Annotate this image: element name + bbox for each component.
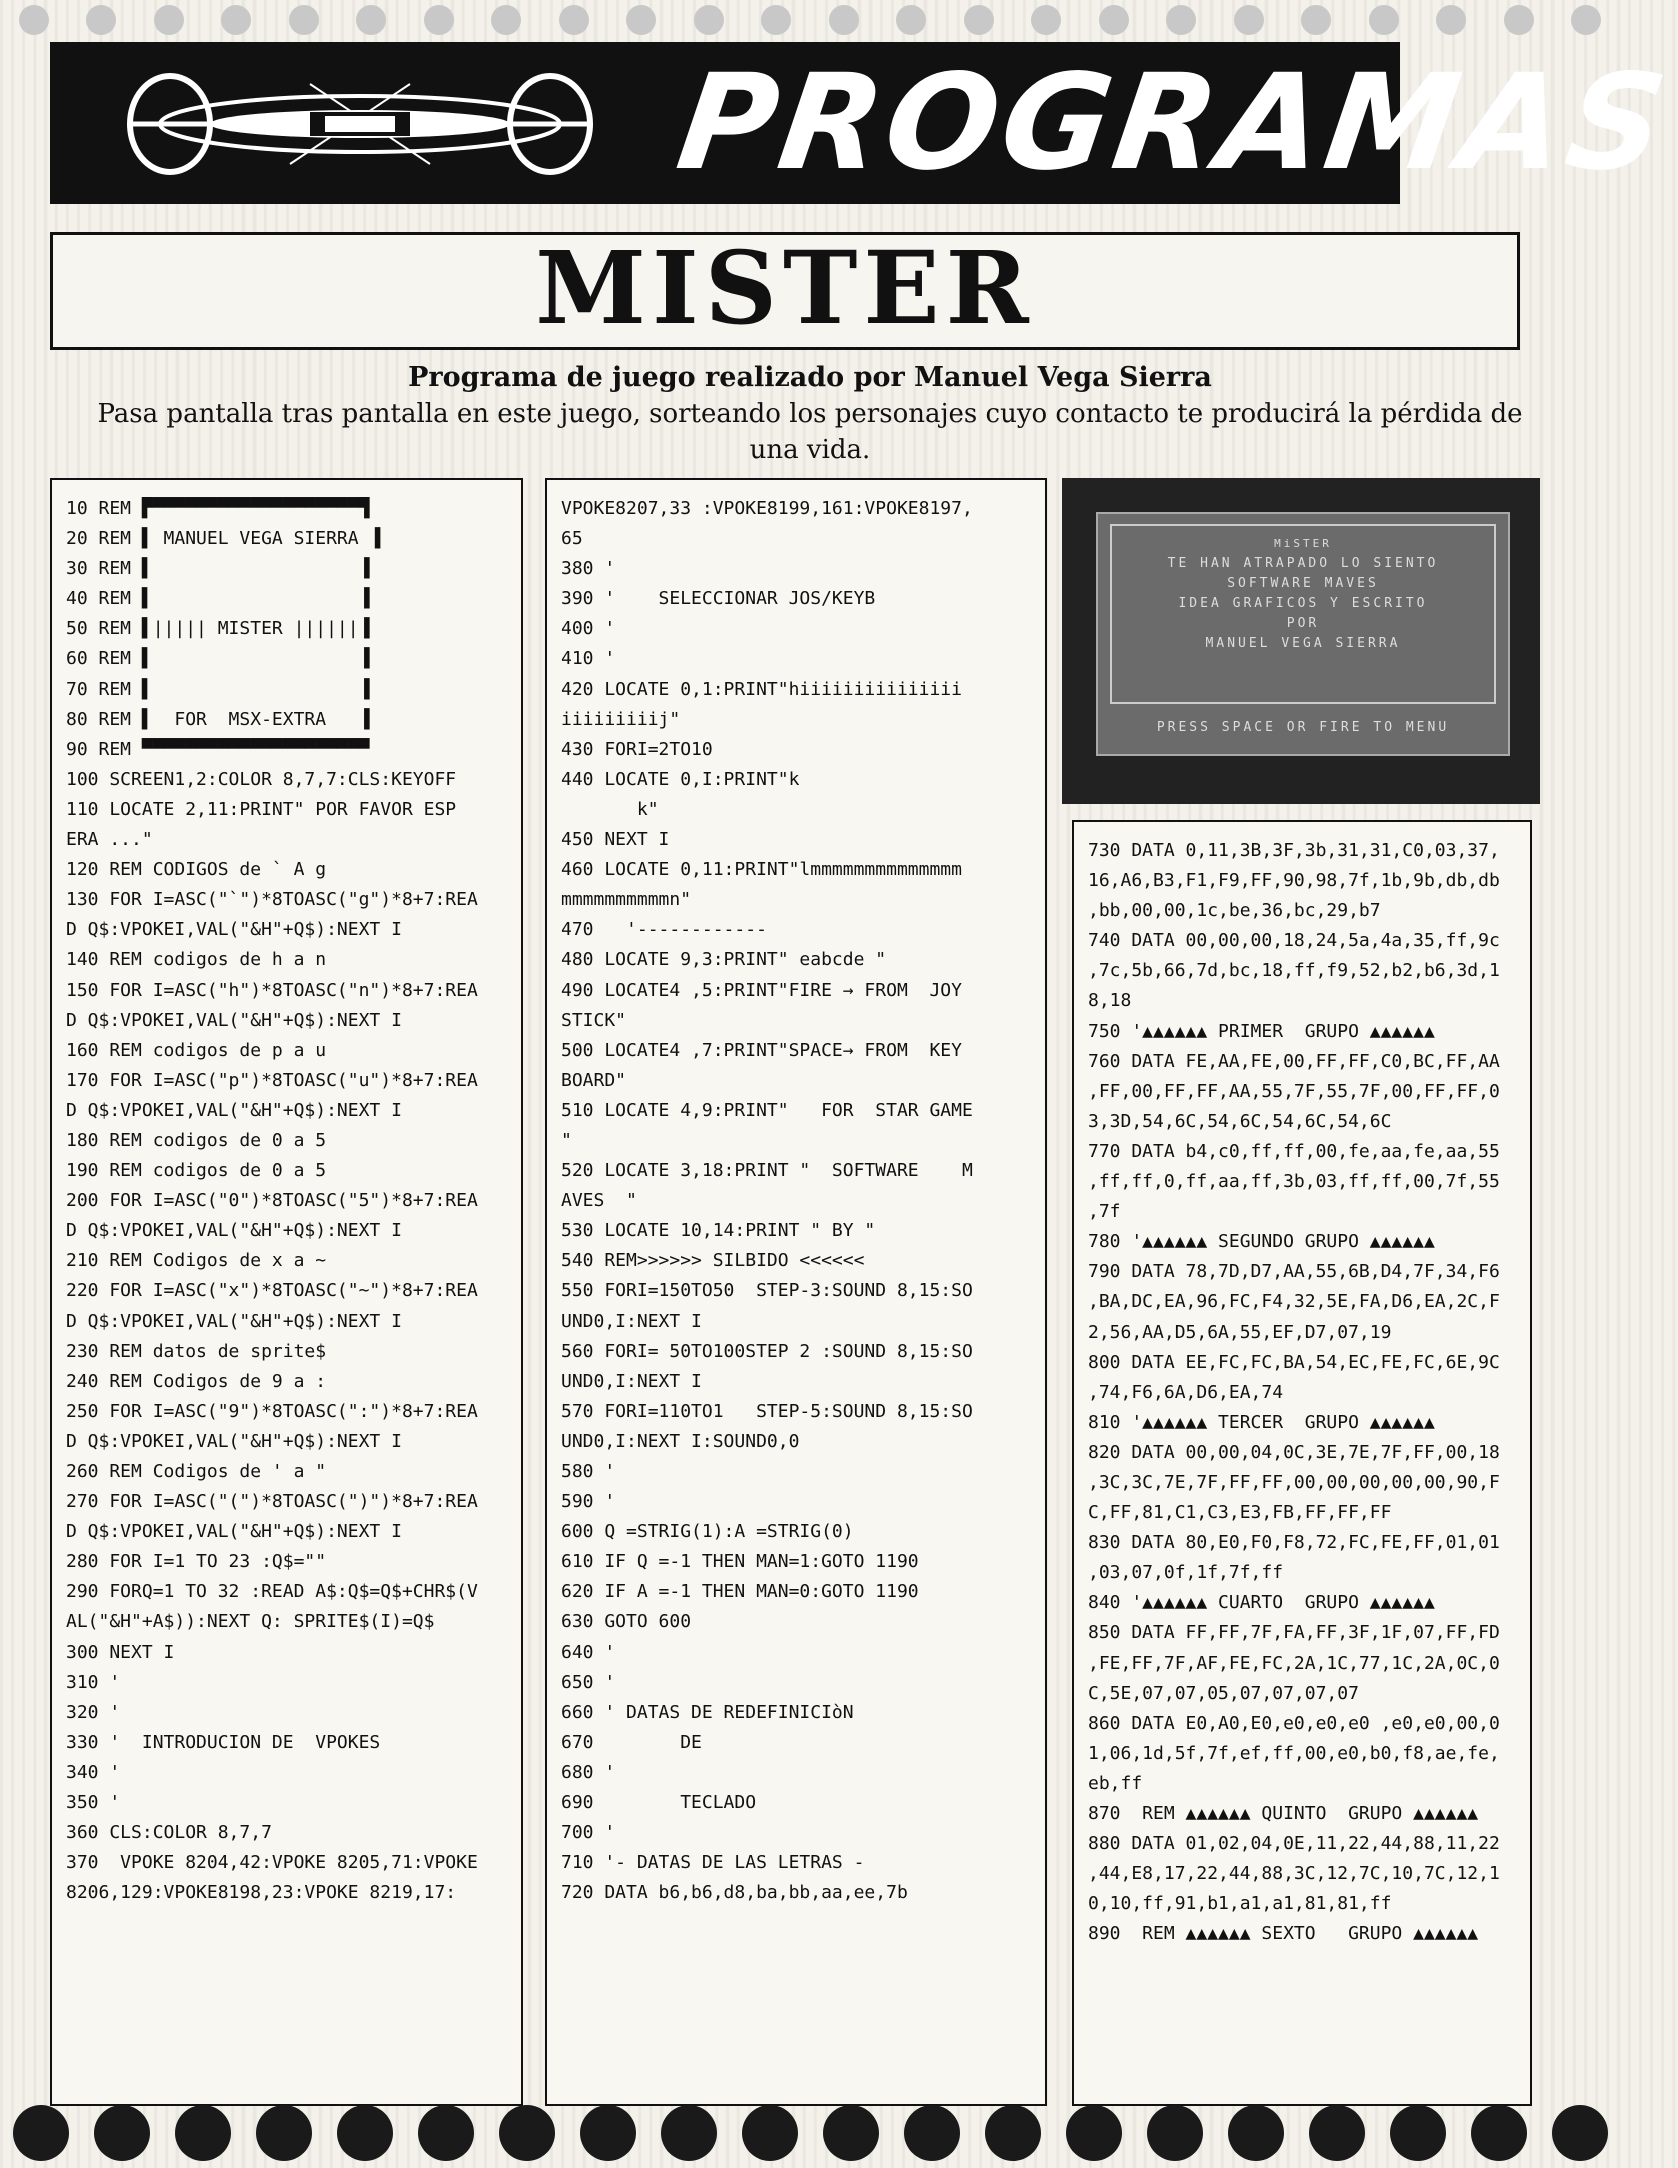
code-line: 550 FORI=150TO50 STEP-3:SOUND 8,15:SO	[561, 1280, 973, 1302]
code-line: k"	[561, 798, 659, 820]
code-line: 350 '	[66, 1792, 121, 1814]
code-line: UND0,I:NEXT I:SOUND0,0	[561, 1430, 800, 1452]
code-line: 60 REM ▌ ▐	[66, 648, 370, 670]
screen-frame	[1110, 524, 1496, 704]
spaceship-illustration	[110, 54, 610, 194]
code-line: 390 ' SELECCIONAR JOS/KEYB	[561, 588, 876, 610]
code-line: 870 REM ▲▲▲▲▲▲ QUINTO GRUPO ▲▲▲▲▲▲	[1088, 1803, 1479, 1824]
code-line: 810 '▲▲▲▲▲▲ TERCER GRUPO ▲▲▲▲▲▲	[1088, 1411, 1435, 1433]
code-line: 65	[561, 528, 583, 550]
top-dot-row	[0, 0, 1620, 40]
code-line: 450 NEXT I	[561, 829, 670, 851]
code-line: 590 '	[561, 1491, 616, 1513]
code-line: AL("&H"+A$)):NEXT Q: SPRITE$(I)=Q$	[66, 1611, 435, 1633]
code-line: 600 Q =STRIG(1):A =STRIG(0)	[561, 1521, 854, 1543]
code-line: 3,3D,54,6C,54,6C,54,6C,54,6C	[1088, 1110, 1392, 1132]
code-line: UND0,I:NEXT I	[561, 1370, 702, 1392]
code-line: 540 REM>>>>>> SILBIDO <<<<<<	[561, 1250, 865, 1272]
code-line: 490 LOCATE4 ,5:PRINT"FIRE → FROM JOY	[561, 979, 962, 1001]
code-line: 610 IF Q =-1 THEN MAN=1:GOTO 1190	[561, 1551, 919, 1573]
code-line: 10 REM ▛▀▀▀▀▀▀▀▀▀▀▀▀▀▀▀▀▀▀▀▜	[66, 498, 370, 519]
code-line: 800 DATA EE,FC,FC,BA,54,EC,FE,FC,6E,9C	[1088, 1351, 1500, 1373]
code-line: 170 FOR I=ASC("p")*8TOASC("u")*8+7:REA	[66, 1069, 478, 1091]
code-line: 640 '	[561, 1641, 616, 1663]
code-line: 530 LOCATE 10,14:PRINT " BY "	[561, 1220, 876, 1242]
code-line: 650 '	[561, 1671, 616, 1693]
code-line: 190 REM codigos de 0 a 5	[66, 1160, 327, 1182]
code-line: 470 '------------	[561, 919, 767, 941]
code-line: VPOKE8207,33 :VPOKE8199,161:VPOKE8197,	[561, 498, 973, 519]
code-line: 140 REM codigos de h a n	[66, 949, 327, 971]
code-line: 230 REM datos de sprite$	[66, 1340, 327, 1362]
code-line: 740 DATA 00,00,00,18,24,5a,4a,35,ff,9c	[1088, 930, 1500, 952]
code-line: BOARD"	[561, 1069, 627, 1091]
code-line: 620 IF A =-1 THEN MAN=0:GOTO 1190	[561, 1581, 919, 1603]
code-line: 220 FOR I=ASC("x")*8TOASC("~")*8+7:REA	[66, 1280, 478, 1302]
code-line: 290 FORQ=1 TO 32 :READ A$:Q$=Q$+CHR$(V	[66, 1581, 478, 1603]
code-line: 880 DATA 01,02,04,0E,11,22,44,88,11,22	[1088, 1833, 1500, 1855]
code-line: 680 '	[561, 1761, 616, 1783]
code-line: 90 REM ▀▀▀▀▀▀▀▀▀▀▀▀▀▀▀▀▀▀▀▀▀	[66, 738, 370, 760]
code-line: eb,ff	[1088, 1772, 1143, 1794]
code-line: 160 REM codigos de p a u	[66, 1039, 327, 1061]
code-line: 570 FORI=110TO1 STEP-5:SOUND 8,15:SO	[561, 1400, 973, 1422]
code-line: 830 DATA 80,E0,F0,F8,72,FC,FE,FF,01,01	[1088, 1532, 1500, 1554]
code-line: ,74,F6,6A,D6,EA,74	[1088, 1381, 1284, 1403]
game-screenshot	[1062, 478, 1540, 804]
code-line: 340 '	[66, 1761, 121, 1783]
code-line: 690 TECLADO	[561, 1792, 757, 1814]
code-line: C,5E,07,07,05,07,07,07,07	[1088, 1682, 1359, 1704]
code-line: 130 FOR I=ASC("`")*8TOASC("g")*8+7:REA	[66, 889, 478, 911]
code-line: 150 FOR I=ASC("h")*8TOASC("n")*8+7:REA	[66, 979, 478, 1001]
code-line: 16,A6,B3,F1,F9,FF,90,98,7f,1b,9b,db,db	[1088, 870, 1500, 892]
screen-logo: MiSTER	[1274, 537, 1332, 550]
code-line: ,03,07,0f,1f,7f,ff	[1088, 1562, 1284, 1584]
code-line: ,BA,DC,EA,96,FC,F4,32,5E,FA,D6,EA,2C,F	[1088, 1291, 1500, 1313]
code-line: 560 FORI= 50TO100STEP 2 :SOUND 8,15:SO	[561, 1340, 973, 1362]
screen-line: IDEA GRAFICOS Y ESCRITO	[1178, 596, 1428, 611]
code-line: 890 REM ▲▲▲▲▲▲ SEXTO GRUPO ▲▲▲▲▲▲	[1088, 1923, 1479, 1945]
code-line: 100 SCREEN1,2:COLOR 8,7,7:CLS:KEYOFF	[66, 768, 457, 790]
code-line: D Q$:VPOKEI,VAL("&H"+Q$):NEXT I	[66, 1099, 402, 1121]
screen-line: POR	[1286, 616, 1320, 631]
code-line: 820 DATA 00,00,04,0C,3E,7E,7F,FF,00,18	[1088, 1441, 1500, 1463]
code-line: 2,56,AA,D5,6A,55,EF,D7,07,19	[1088, 1321, 1392, 1343]
listing-column-1	[50, 478, 523, 2106]
code-line: 670 DE	[561, 1731, 702, 1753]
code-line: ,7c,5b,66,7d,bc,18,ff,f9,52,b2,b6,3d,1	[1088, 960, 1500, 982]
code-line: 780 '▲▲▲▲▲▲ SEGUNDO GRUPO ▲▲▲▲▲▲	[1088, 1231, 1435, 1253]
code-line: iiiiiiiiij"	[561, 708, 681, 730]
code-line: ,ff,ff,0,ff,aa,ff,3b,03,ff,ff,00,7f,55	[1088, 1171, 1500, 1193]
code-line: 300 NEXT I	[66, 1641, 175, 1663]
code-line: 360 CLS:COLOR 8,7,7	[66, 1822, 272, 1844]
game-screen	[1096, 512, 1510, 756]
code-line: 30 REM ▌ ▐	[66, 558, 370, 580]
code-line: 460 LOCATE 0,11:PRINT"lmmmmmmmmmmmmmm	[561, 859, 962, 881]
code-line: 770 DATA b4,c0,ff,ff,00,fe,aa,fe,aa,55	[1088, 1140, 1500, 1162]
code-line: 410 '	[561, 648, 616, 670]
code-line: 730 DATA 0,11,3B,3F,3b,31,31,C0,03,37,	[1088, 840, 1500, 861]
code-line: ,7f	[1088, 1201, 1121, 1223]
listing-column-3	[1072, 820, 1532, 2106]
code-line: mmmmmmmmmmn"	[561, 889, 692, 911]
code-line: 710 '- DATAS DE LAS LETRAS -	[561, 1852, 865, 1874]
lead-paragraph: Pasa pantalla tras pantalla en este juego, sorteando los personajes cuyo contacto te producirá la pérdida de una vida.	[97, 399, 1523, 465]
code-line: 70 REM ▌ ▐	[66, 678, 370, 700]
code-line: 330 ' INTRODUCION DE VPOKES	[66, 1731, 381, 1753]
code-line: C,FF,81,C1,C3,E3,FB,FF,FF,FF	[1088, 1502, 1392, 1524]
code-line: 480 LOCATE 9,3:PRINT" eabcde "	[561, 949, 887, 971]
code-line: 8,18	[1088, 990, 1132, 1012]
code-line: 180 REM codigos de 0 a 5	[66, 1129, 327, 1151]
code-line: 790 DATA 78,7D,D7,AA,55,6B,D4,7F,34,F6	[1088, 1261, 1500, 1283]
code-line: 50 REM ▌||||| MISTER ||||||▐	[66, 618, 370, 640]
code-line: 580 '	[561, 1461, 616, 1482]
screen-line: SOFTWARE MAVES	[1227, 576, 1379, 591]
code-line: 760 DATA FE,AA,FE,00,FF,FF,C0,BC,FF,AA	[1088, 1050, 1500, 1072]
code-line: AVES "	[561, 1190, 637, 1212]
code-line: "	[561, 1129, 572, 1151]
code-line: UND0,I:NEXT I	[561, 1310, 702, 1332]
code-line: D Q$:VPOKEI,VAL("&H"+Q$):NEXT I	[66, 1430, 402, 1452]
code-line: D Q$:VPOKEI,VAL("&H"+Q$):NEXT I	[66, 919, 402, 941]
code-line: 520 LOCATE 3,18:PRINT " SOFTWARE M	[561, 1160, 973, 1182]
code-line: D Q$:VPOKEI,VAL("&H"+Q$):NEXT I	[66, 1009, 402, 1031]
code-line: 320 '	[66, 1701, 121, 1723]
code-line: 380 '	[561, 558, 616, 580]
screen-press-prompt: PRESS SPACE OR FIRE TO MENU	[1156, 720, 1450, 735]
code-line: ERA ..."	[66, 829, 153, 851]
code-line: ,bb,00,00,1c,be,36,bc,29,b7	[1088, 900, 1381, 922]
code-line: 280 FOR I=1 TO 23 :Q$=""	[66, 1551, 327, 1573]
code-line: 840 '▲▲▲▲▲▲ CUARTO GRUPO ▲▲▲▲▲▲	[1088, 1592, 1435, 1614]
code-line: 750 '▲▲▲▲▲▲ PRIMER GRUPO ▲▲▲▲▲▲	[1088, 1020, 1435, 1042]
code-line: 210 REM Codigos de x a ~	[66, 1250, 327, 1272]
code-line: 40 REM ▌ ▐	[66, 588, 370, 610]
code-line: 860 DATA E0,A0,E0,e0,e0,e0 ,e0,e0,00,0	[1088, 1712, 1500, 1734]
code-line: 120 REM CODIGOS de ` A g	[66, 859, 327, 881]
code-line: 260 REM Codigos de ' a "	[66, 1461, 327, 1482]
code-line: ,3C,3C,7E,7F,FF,FF,00,00,00,00,00,90,F	[1088, 1471, 1500, 1493]
code-line: 310 '	[66, 1671, 121, 1693]
code-line: 500 LOCATE4 ,7:PRINT"SPACE→ FROM KEY	[561, 1039, 962, 1061]
code-line: D Q$:VPOKEI,VAL("&H"+Q$):NEXT I	[66, 1521, 402, 1543]
code-line: 440 LOCATE 0,I:PRINT"k	[561, 768, 800, 790]
code-line: 0,10,ff,91,b1,a1,a1,81,81,ff	[1088, 1893, 1392, 1915]
listing-column-2	[545, 478, 1047, 2106]
title-box	[50, 229, 1520, 350]
code-line: D Q$:VPOKEI,VAL("&H"+Q$):NEXT I	[66, 1220, 402, 1242]
code-line: 8206,129:VPOKE8198,23:VPOKE 8219,17:	[66, 1882, 457, 1904]
byline: Programa de juego realizado por Manuel Vega Sierra	[408, 362, 1212, 393]
program-title: MISTER	[535, 229, 1035, 347]
code-line: D Q$:VPOKEI,VAL("&H"+Q$):NEXT I	[66, 1310, 402, 1332]
code-line: 20 REM ▌ MANUEL VEGA SIERRA ▐	[66, 528, 381, 550]
code-line: ,FF,00,FF,FF,AA,55,7F,55,7F,00,FF,FF,0	[1088, 1080, 1500, 1102]
code-line: 270 FOR I=ASC("(")*8TOASC(")")*8+7:REA	[66, 1491, 478, 1513]
code-line: 850 DATA FF,FF,7F,FA,FF,3F,1F,07,FF,FD	[1088, 1622, 1500, 1644]
banner-title: PROGRAMAS	[669, 46, 1678, 200]
code-line: 420 LOCATE 0,1:PRINT"hiiiiiiiiiiiiiii	[561, 678, 962, 700]
screen-line: MANUEL VEGA SIERRA	[1205, 636, 1401, 651]
code-line: 250 FOR I=ASC("9")*8TOASC(":")*8+7:REA	[66, 1400, 478, 1422]
code-line: 80 REM ▌ FOR MSX-EXTRA ▐	[66, 708, 370, 730]
code-line: 700 '	[561, 1822, 616, 1844]
code-line: STICK"	[561, 1009, 627, 1031]
section-banner	[50, 42, 1678, 204]
code-line: 1,06,1d,5f,7f,ef,ff,00,e0,b0,f8,ae,fe,	[1088, 1742, 1500, 1764]
bottom-dot-row	[0, 2098, 1620, 2168]
code-line: 200 FOR I=ASC("0")*8TOASC("5")*8+7:REA	[66, 1190, 478, 1212]
code-line: 660 ' DATAS DE REDEFINICIòN	[561, 1701, 854, 1723]
code-line: 240 REM Codigos de 9 a :	[66, 1370, 327, 1392]
screen-line: TE HAN ATRAPADO LO SIENTO	[1167, 556, 1439, 571]
code-line: 510 LOCATE 4,9:PRINT" FOR STAR GAME	[561, 1099, 973, 1121]
code-line: 630 GOTO 600	[561, 1611, 692, 1633]
code-line: 720 DATA b6,b6,d8,ba,bb,aa,ee,7b	[561, 1882, 908, 1904]
code-line: 430 FORI=2TO10	[561, 738, 713, 760]
code-line: 370 VPOKE 8204,42:VPOKE 8205,71:VPOKE	[66, 1852, 478, 1874]
code-line: 400 '	[561, 618, 616, 640]
code-line: ,FE,FF,7F,AF,FE,FC,2A,1C,77,1C,2A,0C,0	[1088, 1652, 1500, 1674]
code-line: 110 LOCATE 2,11:PRINT" POR FAVOR ESP	[66, 798, 457, 820]
code-line: ,44,E8,17,22,44,88,3C,12,7C,10,7C,12,1	[1088, 1863, 1500, 1885]
